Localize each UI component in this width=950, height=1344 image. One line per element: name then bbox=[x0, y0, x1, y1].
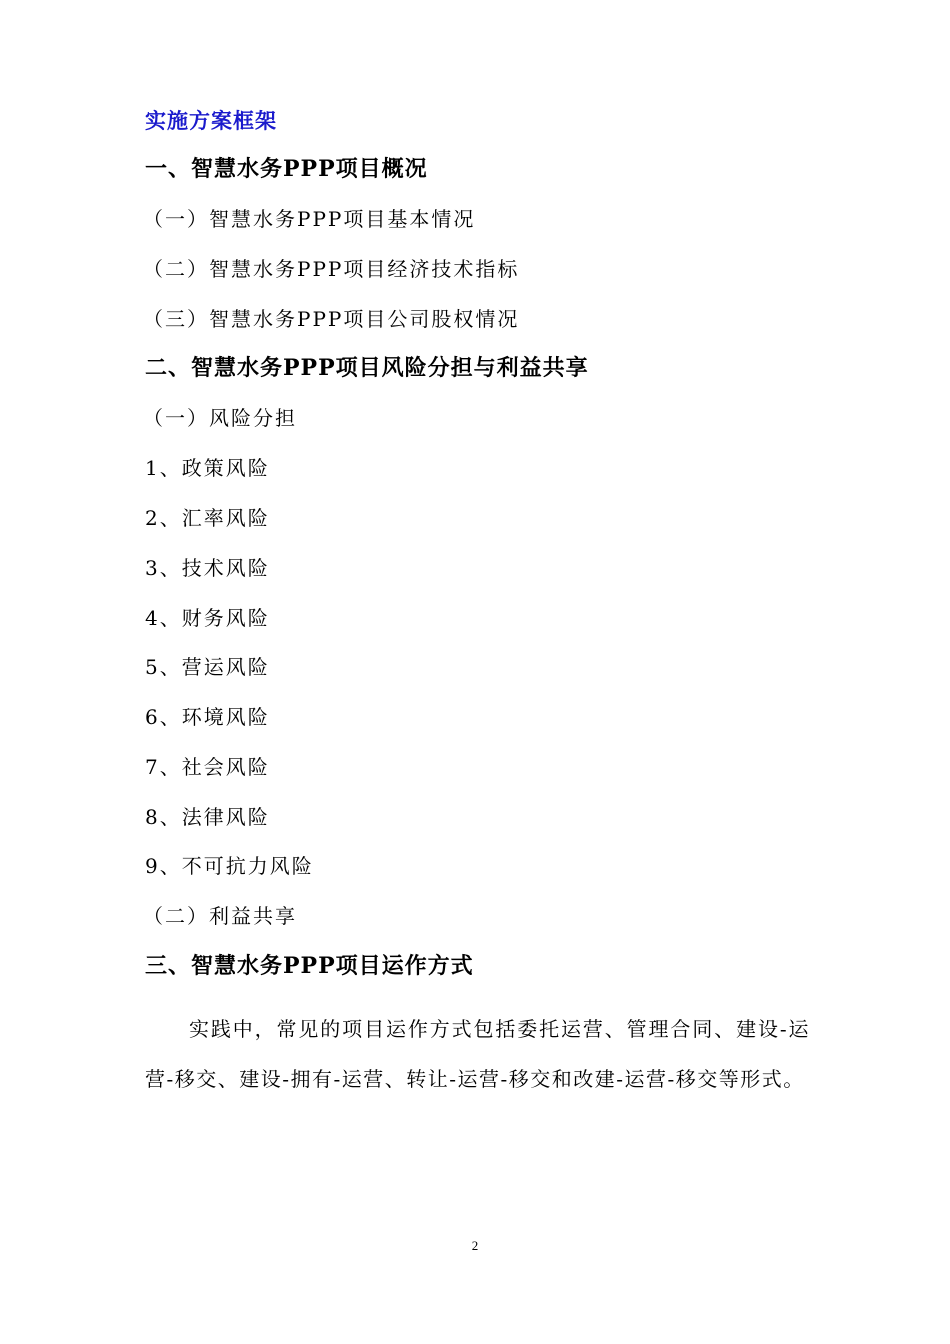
operation-paragraph: 实践中，常见的项目运作方式包括委托运营、管理合同、建设-运营-移交、建设-拥有-运营、转让-运营-移交和改建-运营-移交等形式。 bbox=[145, 1017, 810, 1091]
risk-item: 9、不可抗力风险 bbox=[145, 854, 314, 878]
risk-item: 8、法律风险 bbox=[145, 805, 270, 829]
section-heading-operation: 三、智慧水务PPP项目运作方式 bbox=[145, 953, 474, 979]
risk-item: 2、汇率风险 bbox=[145, 506, 270, 530]
section-heading-overview: 一、智慧水务PPP项目概况 bbox=[145, 156, 428, 182]
page-number: 2 bbox=[471, 1238, 479, 1253]
risk-item: 1、政策风险 bbox=[145, 456, 270, 480]
risk-item: 6、环境风险 bbox=[145, 705, 270, 729]
subsection-benefit-sharing: （二）利益共享 bbox=[143, 904, 297, 928]
subsection-risk-sharing: （一）风险分担 bbox=[143, 406, 297, 430]
subsection-equity: （三）智慧水务PPP项目公司股权情况 bbox=[143, 307, 520, 331]
subsection-basic-info: （一）智慧水务PPP项目基本情况 bbox=[143, 207, 476, 231]
section-heading-risk: 二、智慧水务PPP项目风险分担与利益共享 bbox=[145, 355, 589, 381]
risk-item: 5、营运风险 bbox=[145, 655, 270, 679]
document-title: 实施方案框架 bbox=[145, 108, 277, 133]
risk-item: 7、社会风险 bbox=[145, 755, 270, 779]
risk-item: 4、财务风险 bbox=[145, 606, 270, 630]
subsection-tech-indicators: （二）智慧水务PPP项目经济技术指标 bbox=[143, 257, 520, 281]
risk-item: 3、技术风险 bbox=[145, 556, 270, 580]
